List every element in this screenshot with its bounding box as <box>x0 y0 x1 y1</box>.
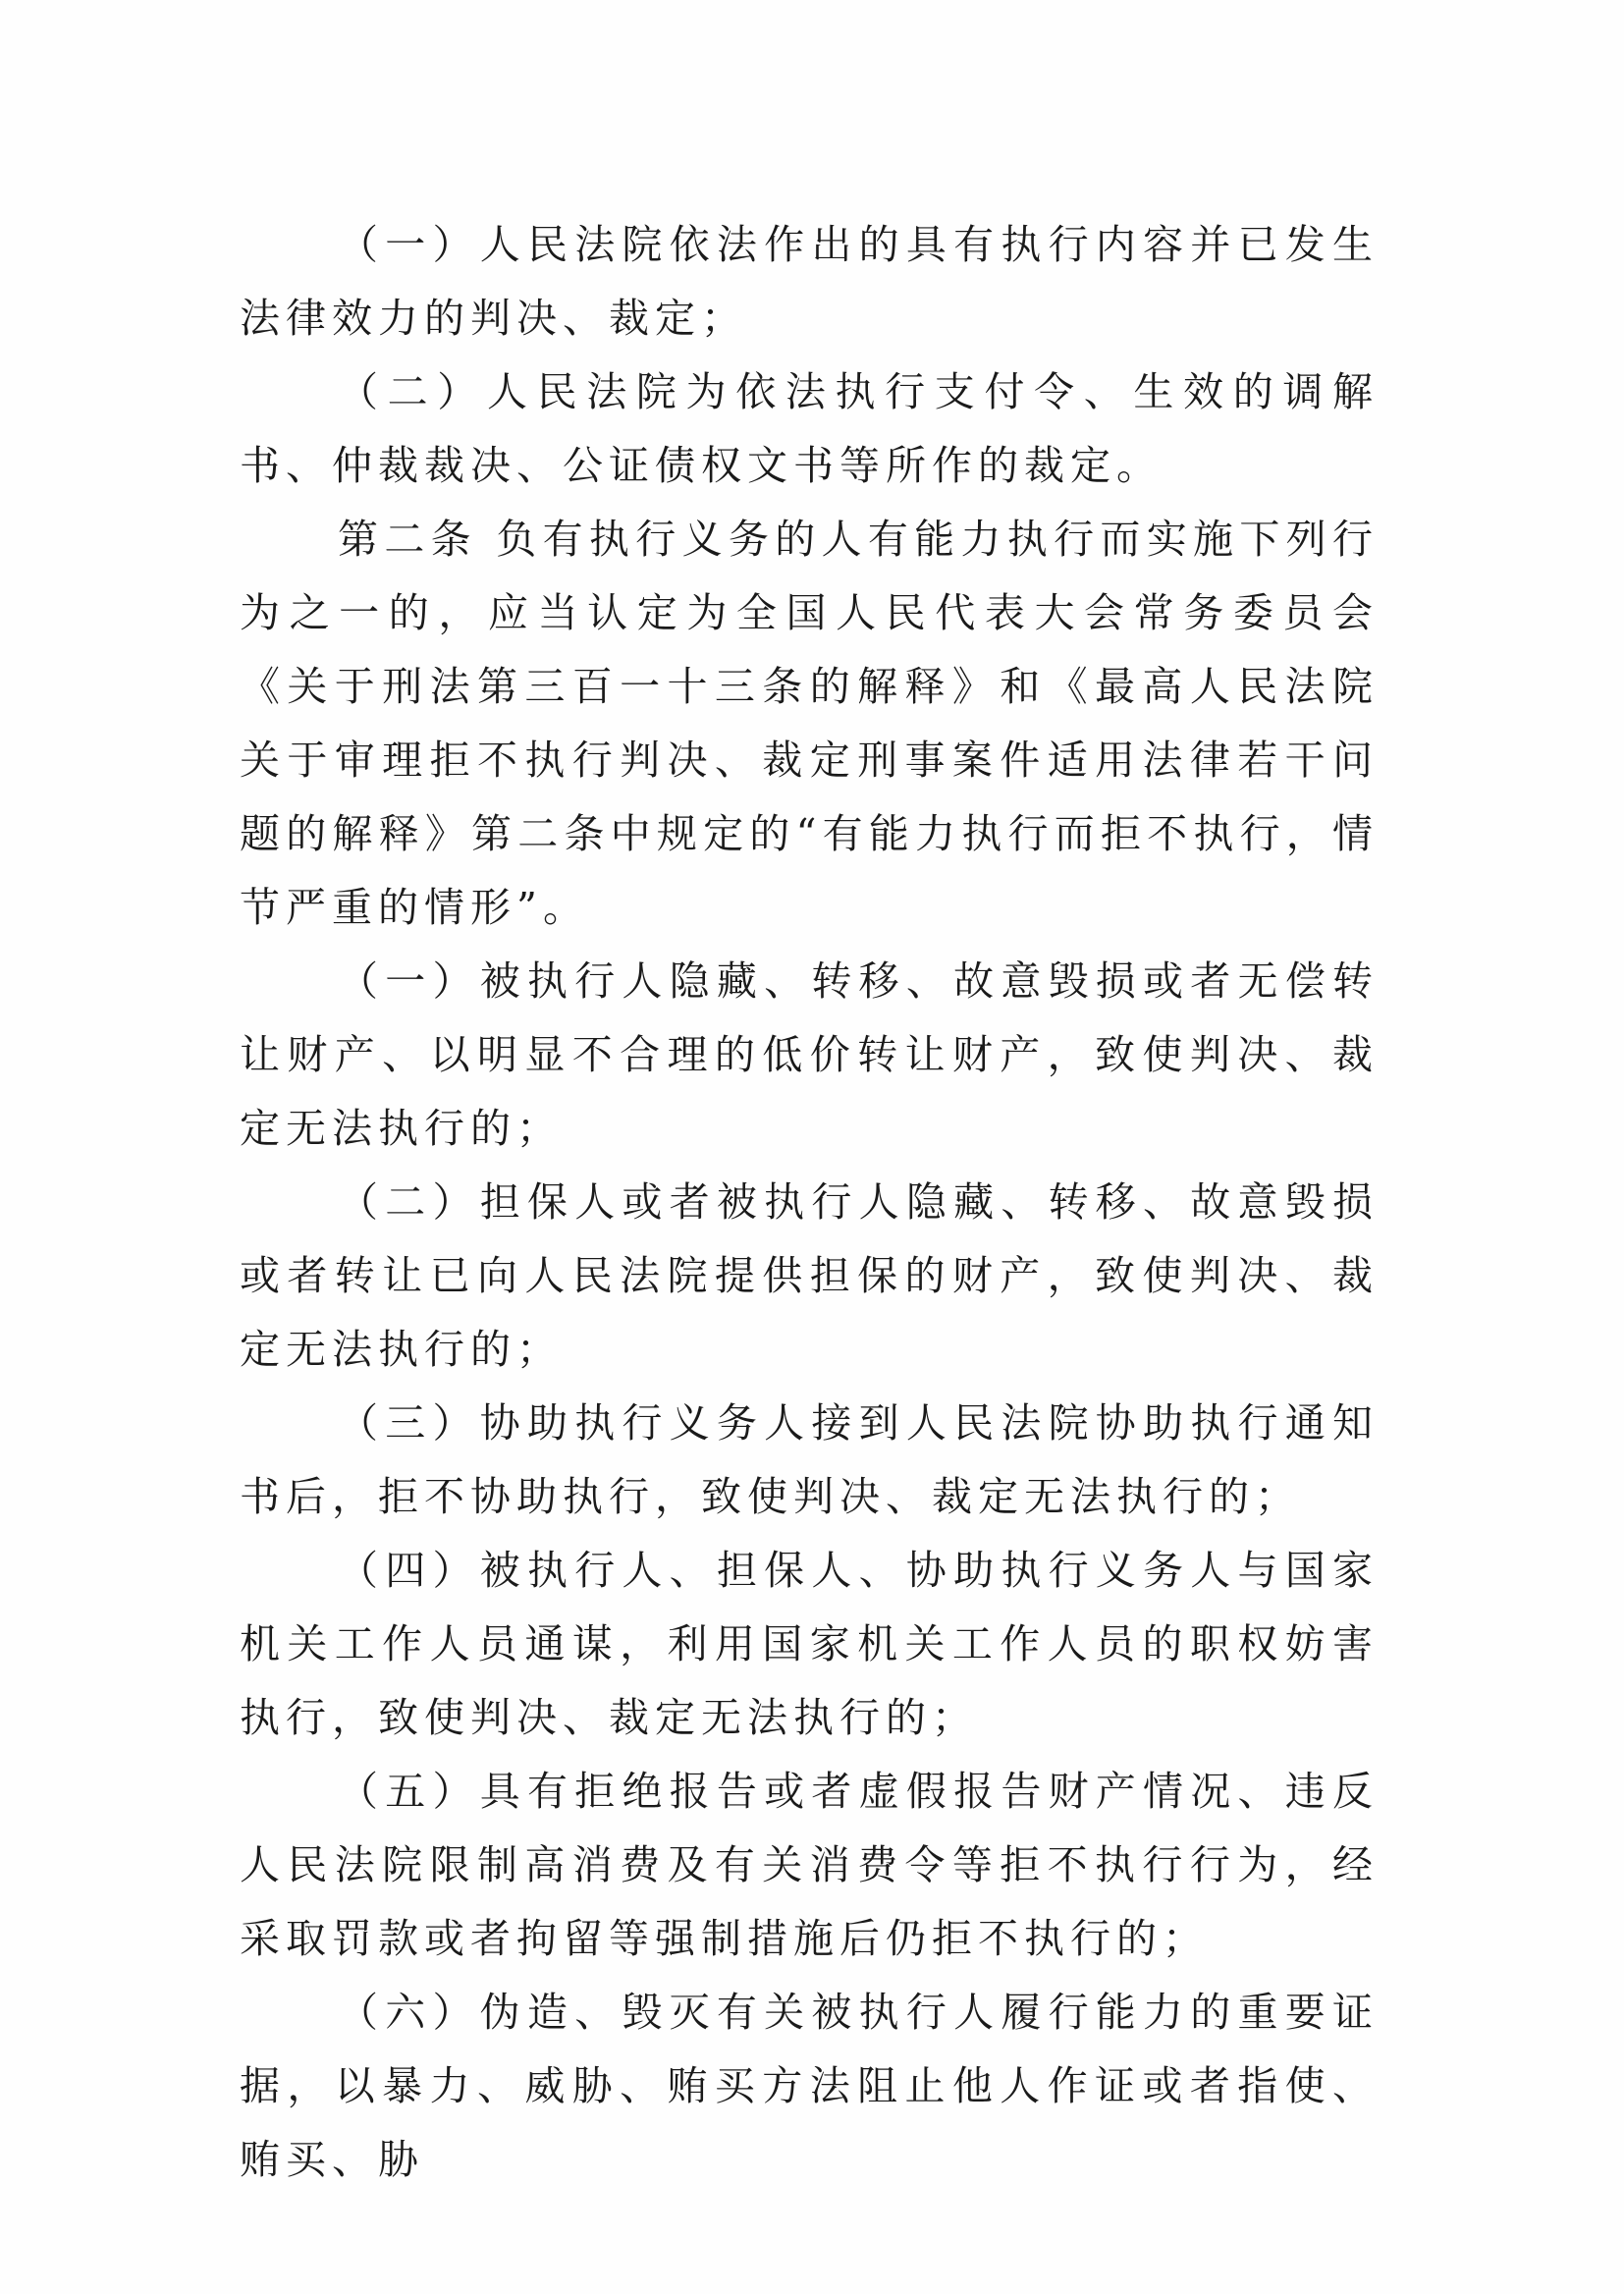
paragraph-item-2-article-2: （二）担保人或者被执行人隐藏、转移、故意毁损或者转让已向人民法院提供担保的财产，致使判决、裁定无法执行的； <box>240 1178 1379 1373</box>
paragraph-item-2: （二）人民法院为依法执行支付令、生效的调解书、仲裁裁决、公证债权文书等所作的裁定。 <box>240 368 1379 489</box>
paragraph-item-1-article-2: （一）被执行人隐藏、转移、故意毁损或者无偿转让财产、以明显不合理的低价转让财产，致使判决、裁定无法执行的； <box>240 957 1379 1152</box>
paragraph-item-6-article-2: （六）伪造、毁灭有关被执行人履行能力的重要证据，以暴力、威胁、贿买方法阻止他人作证或者指使、贿买、胁 <box>240 1989 1379 2183</box>
paragraph-item-4-article-2: （四）被执行人、担保人、协助执行义务人与国家机关工作人员通谋，利用国家机关工作人员的职权妨害执行，致使判决、裁定无法执行的； <box>240 1547 1379 1741</box>
article-2-paragraph: 第二条 负有执行义务的人有能力执行而实施下列行为之一的，应当认定为全国人民代表大会常务委员会《关于刑法第三百一十三条的解释》和《最高人民法院关于审理拒不执行判决、裁定刑事案件适用法律若干问题的解释》第二条中规定的“有能力执行而拒不执行，情节严重的情形”。 <box>240 516 1379 931</box>
document-body <box>240 208 1379 2197</box>
paragraph-item-3-article-2: （三）协助执行义务人接到人民法院协助执行通知书后，拒不协助执行，致使判决、裁定无法执行的； <box>240 1399 1379 1520</box>
paragraph-item-1: （一）人民法院依法作出的具有执行内容并已发生法律效力的判决、裁定； <box>240 221 1379 342</box>
paragraph-item-5-article-2: （五）具有拒绝报告或者虚假报告财产情况、违反人民法院限制高消费及有关消费令等拒不执行行为，经采取罚款或者拘留等强制措施后仍拒不执行的； <box>240 1768 1379 1962</box>
